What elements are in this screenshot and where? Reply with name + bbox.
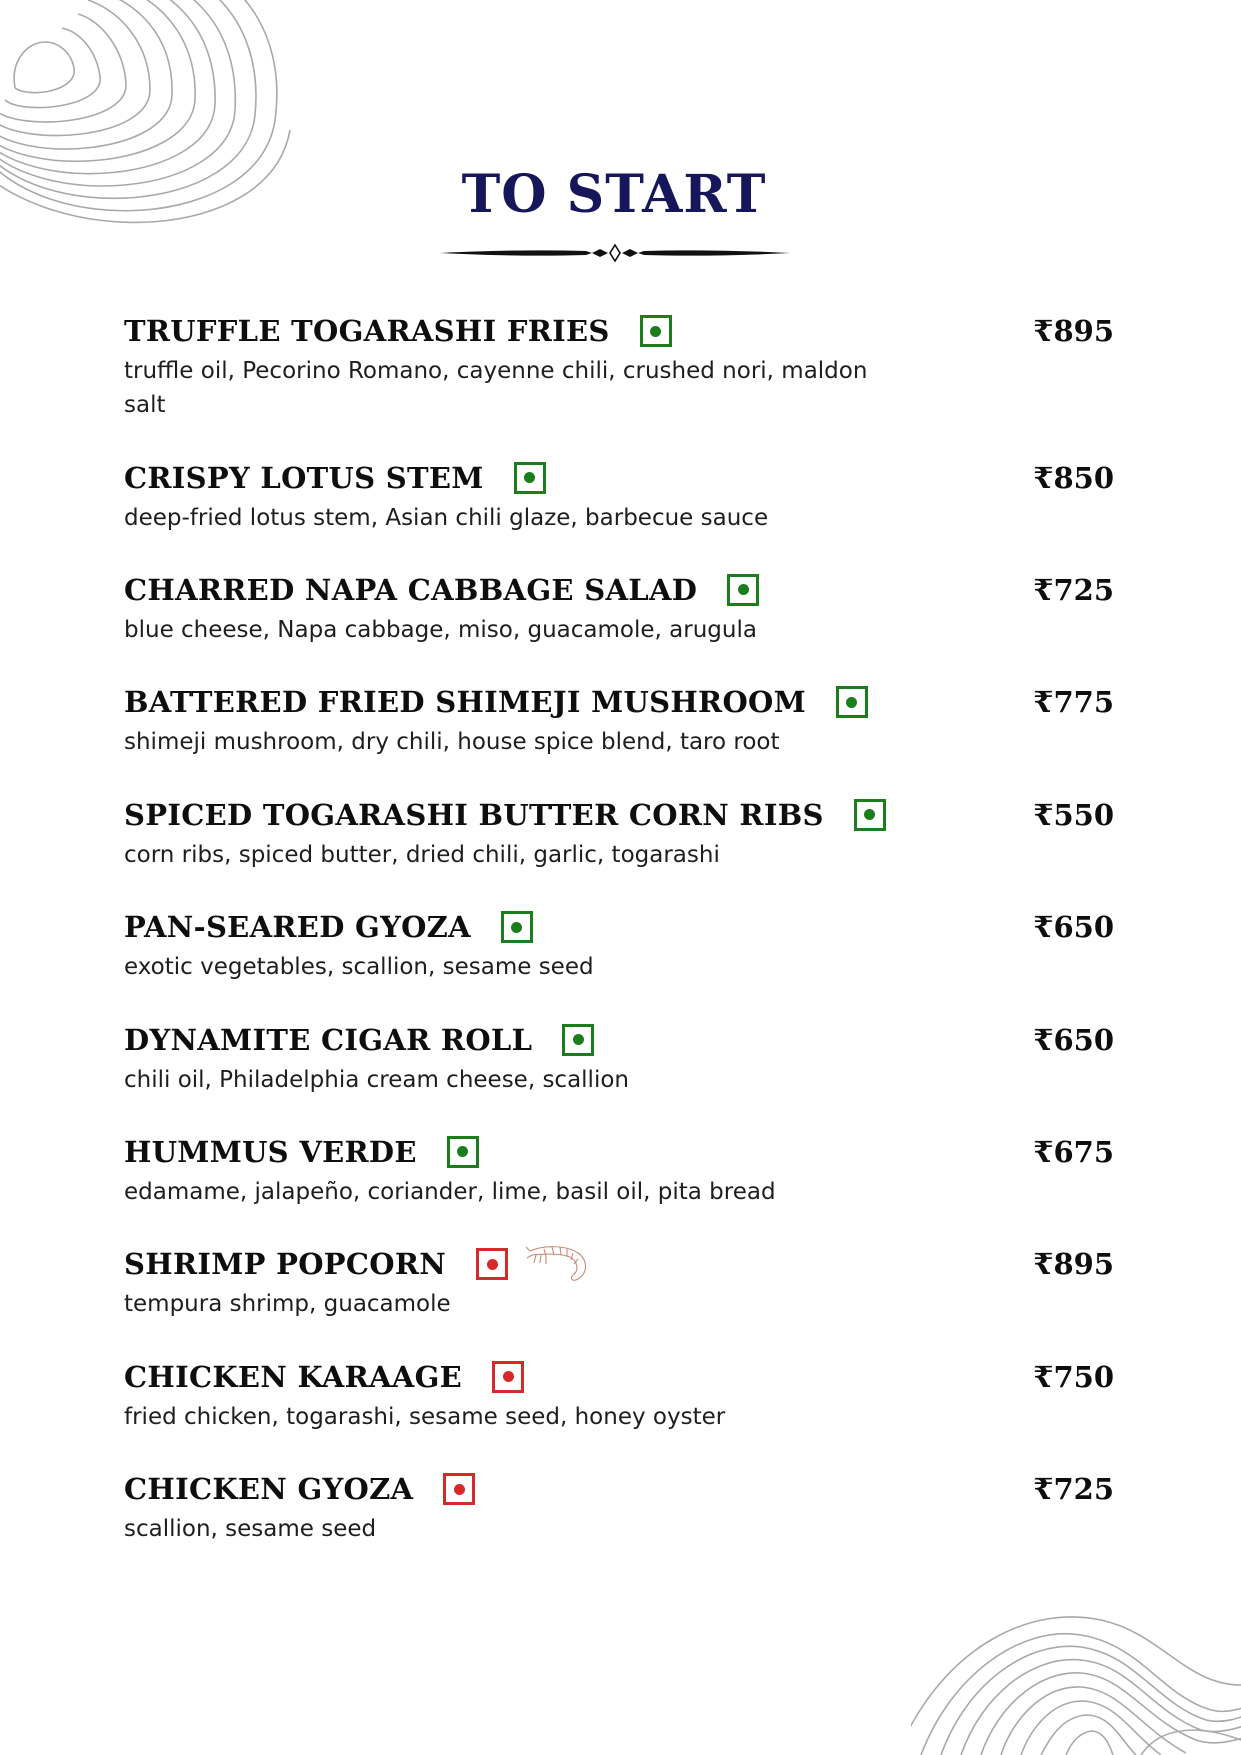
item-price: ₹650 (1033, 1022, 1114, 1057)
item-description: chili oil, Philadelphia cream cheese, scallion (124, 1066, 629, 1093)
item-price: ₹675 (1033, 1134, 1114, 1169)
item-name: PAN-SEARED GYOZA (124, 910, 471, 945)
menu-item (124, 1015, 1114, 1127)
item-price: ₹750 (1033, 1359, 1114, 1394)
nonveg-mark-icon (443, 1473, 475, 1505)
item-name-row (124, 1127, 1114, 1177)
item-name: SPICED TOGARASHI BUTTER CORN RIBS (124, 797, 824, 832)
menu-item (124, 453, 1114, 565)
item-description: deep-fried lotus stem, Asian chili glaze, barbecue sauce (124, 504, 769, 531)
item-name: HUMMUS VERDE (124, 1134, 417, 1169)
menu-item (124, 1239, 1114, 1351)
item-price: ₹725 (1033, 572, 1114, 607)
nonveg-mark-icon (492, 1361, 524, 1393)
item-description: corn ribs, spiced butter, dried chili, garlic, togarashi (124, 841, 720, 868)
menu-item (124, 1127, 1114, 1239)
veg-mark-icon (514, 462, 546, 494)
item-name: BATTERED FRIED SHIMEJI MUSHROOM (124, 685, 806, 720)
item-name-row (124, 790, 1114, 840)
item-name-row (124, 902, 1114, 952)
menu-item (124, 1464, 1114, 1576)
item-name-row (124, 1464, 1114, 1514)
ornamental-divider (440, 238, 790, 268)
item-price: ₹895 (1033, 314, 1114, 348)
item-name: CHICKEN GYOZA (124, 1472, 414, 1507)
item-price: ₹550 (1033, 797, 1114, 832)
veg-mark-icon (854, 799, 886, 831)
item-name: TRUFFLE TOGARASHI FRIES (124, 314, 610, 348)
item-name: CHICKEN KARAAGE (124, 1359, 463, 1394)
item-description: exotic vegetables, scallion, sesame seed (124, 954, 594, 981)
menu-item (124, 902, 1114, 1014)
item-name-row (124, 1015, 1114, 1065)
veg-mark-icon (727, 574, 759, 606)
contour-lines-decoration (911, 1615, 1241, 1755)
item-price: ₹650 (1033, 910, 1114, 945)
item-name: CHARRED NAPA CABBAGE SALAD (124, 572, 698, 607)
item-name: CRISPY LOTUS STEM (124, 460, 484, 495)
item-name-row (124, 1239, 1114, 1289)
menu-item (124, 565, 1114, 677)
menu-item (124, 677, 1114, 789)
section-title: TO START (461, 164, 767, 225)
item-name-row (124, 1352, 1114, 1402)
veg-mark-icon (447, 1136, 479, 1168)
item-price: ₹725 (1033, 1472, 1114, 1507)
veg-mark-icon (640, 315, 672, 347)
item-name: DYNAMITE CIGAR ROLL (124, 1022, 533, 1057)
shrimp-icon (526, 1241, 592, 1287)
item-description: truffle oil, Pecorino Romano, cayenne chili, crushed nori, maldon salt (124, 358, 868, 418)
item-description: edamame, jalapeño, coriander, lime, basil oil, pita bread (124, 1178, 776, 1205)
item-description: tempura shrimp, guacamole (124, 1291, 451, 1318)
nonveg-mark-icon (476, 1248, 508, 1280)
item-price: ₹850 (1033, 460, 1114, 495)
item-price: ₹895 (1033, 1247, 1114, 1282)
item-name-row (124, 677, 1114, 727)
item-price: ₹775 (1033, 685, 1114, 720)
veg-mark-icon (562, 1024, 594, 1056)
item-name-row (124, 565, 1114, 615)
menu-item (124, 790, 1114, 902)
item-name: SHRIMP POPCORN (124, 1247, 447, 1282)
item-name-row (124, 306, 1114, 356)
item-description: shimeji mushroom, dry chili, house spice blend, taro root (124, 729, 780, 756)
item-name-row (124, 453, 1114, 503)
item-description: blue cheese, Napa cabbage, miso, guacamole, arugula (124, 616, 757, 643)
item-description: scallion, sesame seed (124, 1516, 377, 1543)
menu-item (124, 1352, 1114, 1464)
item-description: fried chicken, togarashi, sesame seed, honey oyster (124, 1403, 726, 1430)
veg-mark-icon (501, 911, 533, 943)
menu-list (124, 306, 1114, 1577)
veg-mark-icon (836, 686, 868, 718)
menu-item (124, 306, 1114, 453)
